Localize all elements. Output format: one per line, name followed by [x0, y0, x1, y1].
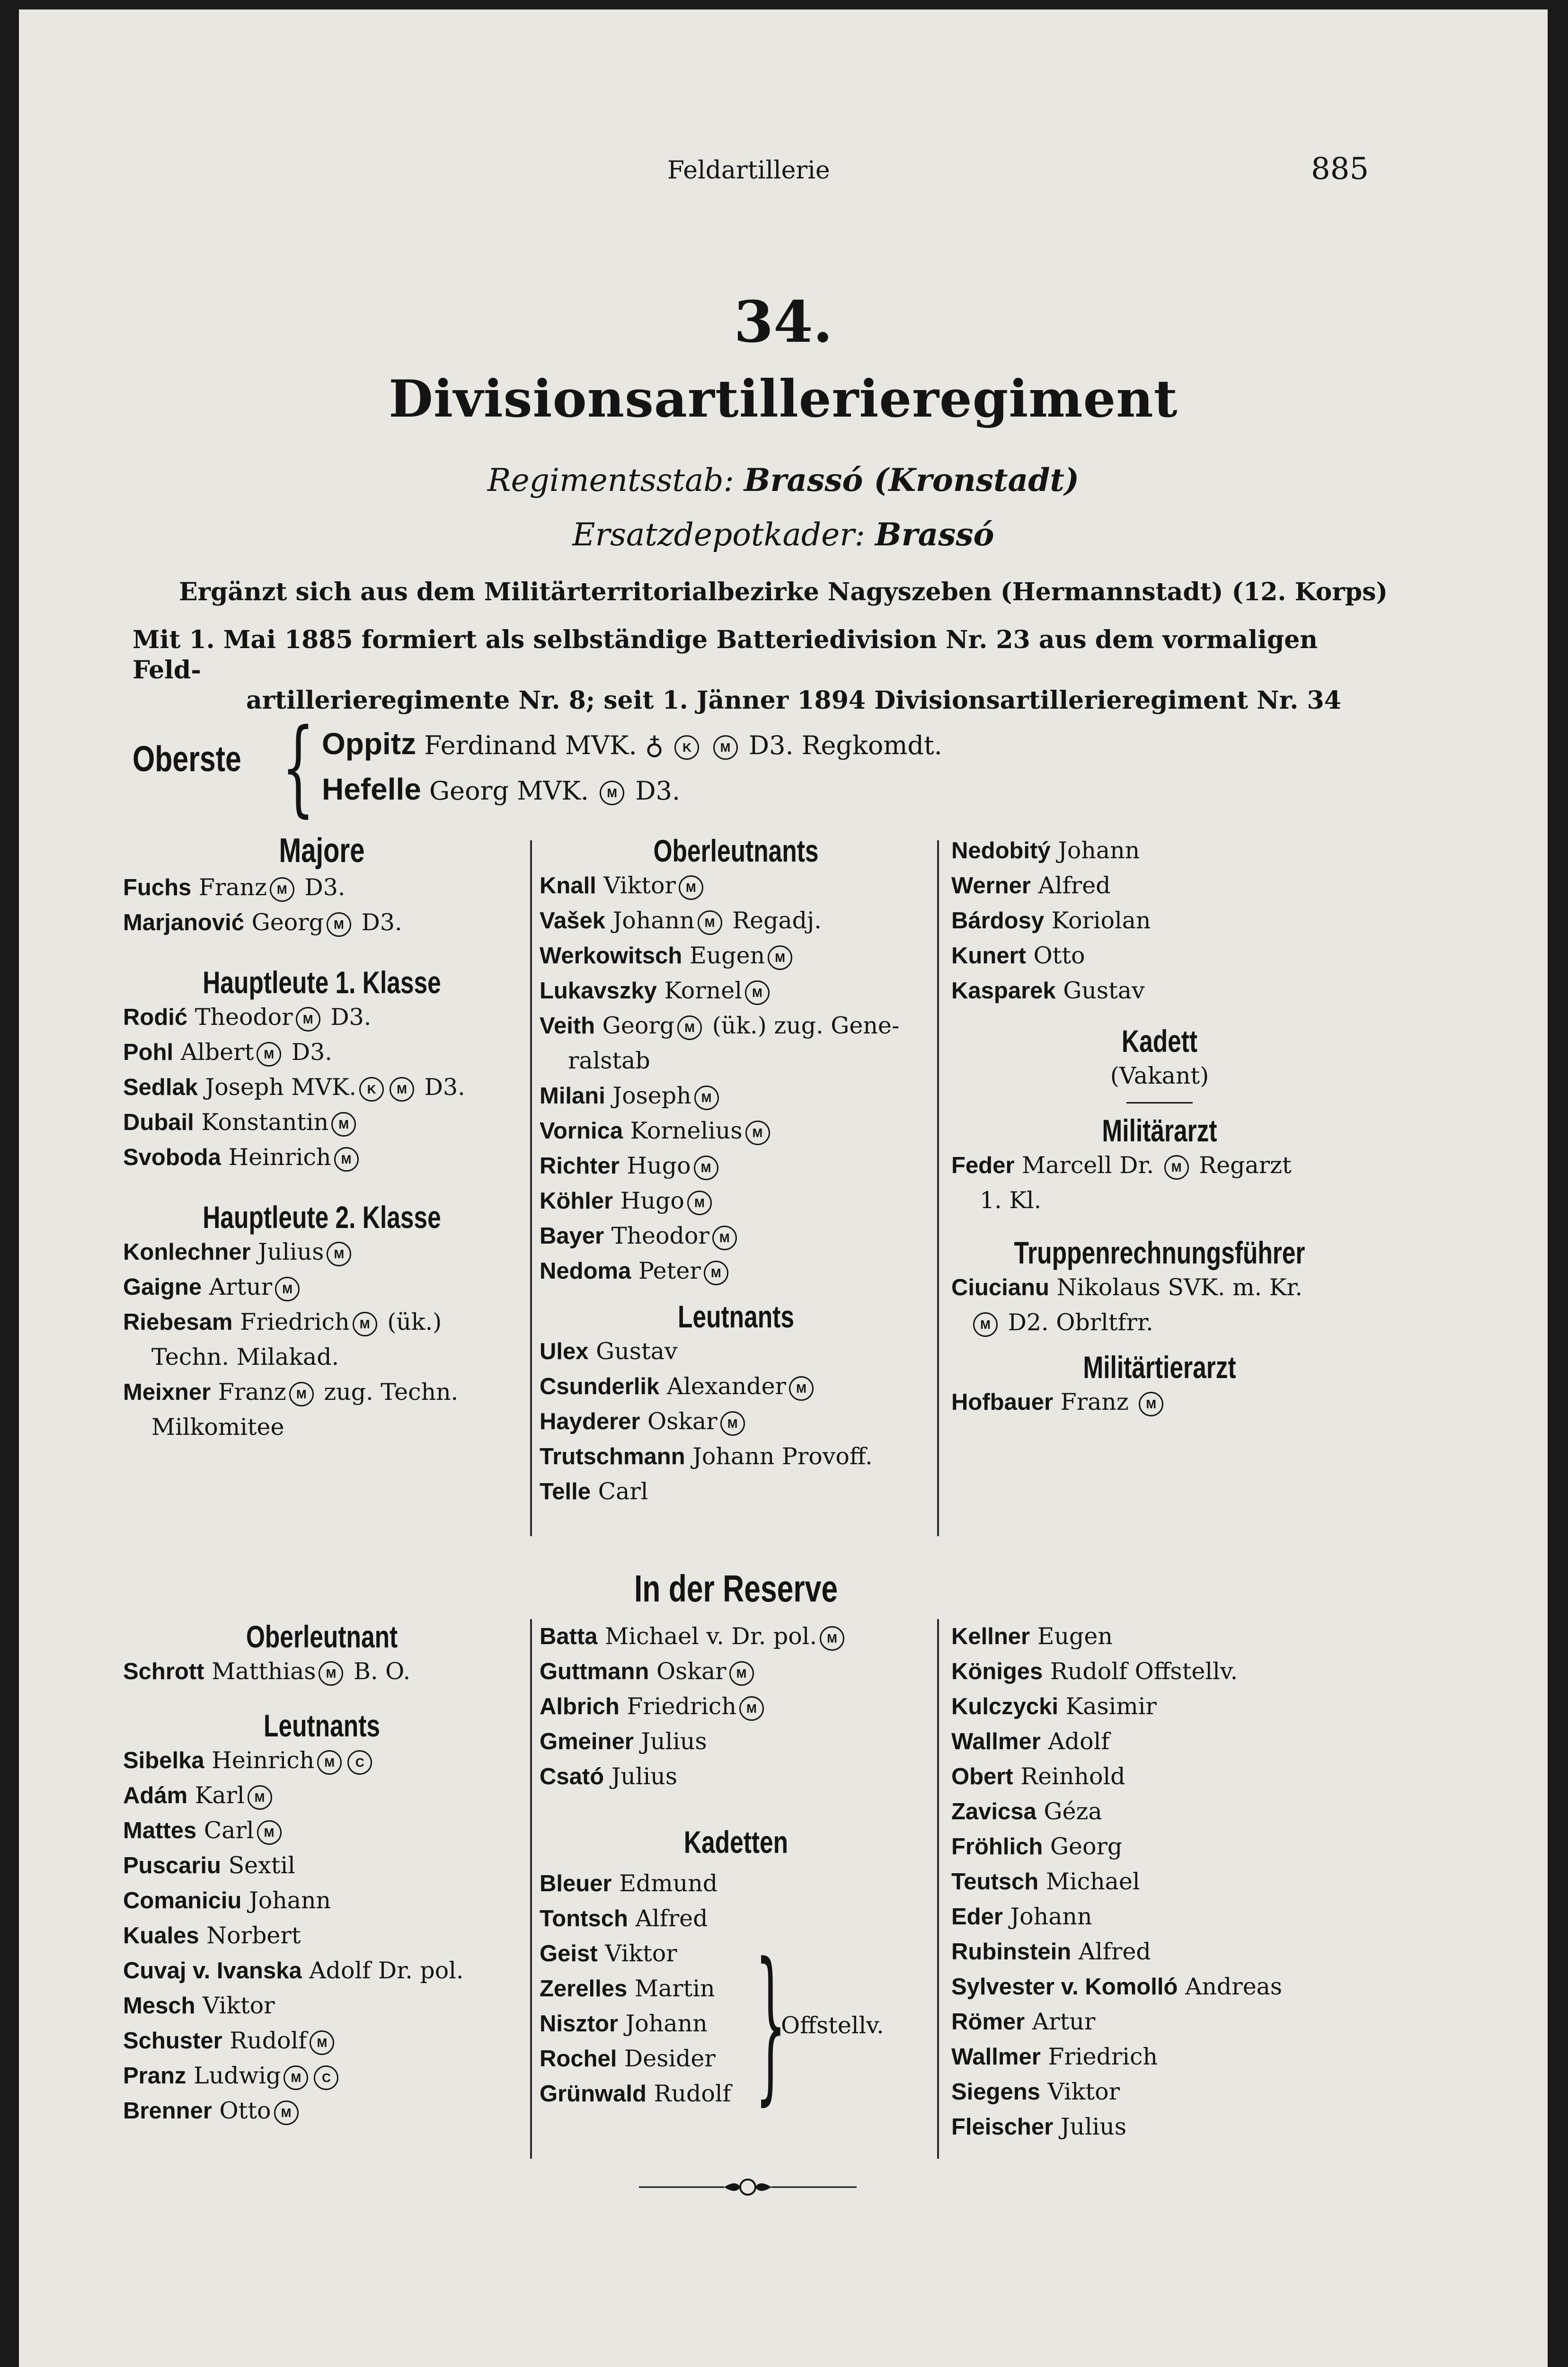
list-item: Kellner Eugen — [951, 1623, 1113, 1650]
list-item: Rubinstein Alfred — [951, 1938, 1151, 1965]
list-item: Sedlak Joseph MVK. K M D3. — [123, 1074, 465, 1101]
truppenrechnungsfuehrer-heading: Truppenrechnungsführer — [1014, 1235, 1305, 1270]
militaerarzt-heading: Militärarzt — [1102, 1113, 1217, 1148]
list-item: Kuales Norbert — [123, 1922, 301, 1949]
history-line-2: artillerieregimente Nr. 8; seit 1. Jänner 1894 Divisionsartillerieregiment Nr. 34 — [246, 686, 1341, 715]
column-3: Nedobitý Johann Werner Alfred Bárdosy Koriolan Kunert Otto Kasparek Gustav Kadett (Vakant) Militärarzt Feder Marcell Dr. M Regarzt 1. Kl. Truppenrechnungsführer Ciucianu Nikolaus SVK. m. Kr. M D2. Obrltfrr. Militärtierarzt Hofbauer Franz M — [951, 833, 1368, 1420]
list-item: Gmeiner Julius — [540, 1728, 707, 1755]
list-item: Csunderlik Alexander M — [540, 1369, 932, 1404]
m-badge-icon: M — [257, 1042, 281, 1067]
c-badge-icon: C — [314, 2065, 338, 2090]
history-line-1: Mit 1. Mai 1885 formiert als selbständige Batteriedivision Nr. 23 aus dem vormaligen Feld- — [133, 625, 1318, 685]
m-badge-icon: M — [274, 2100, 299, 2125]
reserve-heading: In der Reserve — [634, 1567, 838, 1610]
oberleutnants-list — [540, 868, 932, 1289]
leutnants-list — [123, 1743, 521, 2128]
list-item: Werner Alfred — [951, 872, 1111, 899]
m-badge-icon: M — [296, 1007, 320, 1032]
oberleutnant-list — [123, 1654, 521, 1689]
list-item: Obert Reinhold — [951, 1763, 1125, 1790]
m-badge-icon: M — [310, 2030, 334, 2055]
page-number: 885 — [1311, 151, 1369, 187]
m-badge-icon: M — [289, 1382, 314, 1406]
list-item: Ulex Gustav — [540, 1338, 678, 1365]
m-badge-icon: M — [270, 877, 294, 902]
list-item: Adám Karl M — [123, 1778, 521, 1813]
list-item: Cuvaj v. Ivanska Adolf Dr. pol. — [123, 1957, 464, 1984]
regiment-number: 34. — [734, 289, 833, 356]
column-1-lower — [123, 1619, 521, 2128]
list-item: Csató Julius — [540, 1763, 677, 1790]
reserve-column-3 — [951, 1619, 1368, 2145]
leutnants-heading: Leutnants — [264, 1708, 380, 1743]
list-item: Lukavszky Kornel M — [540, 973, 932, 1008]
list-item: Telle Carl — [540, 1478, 648, 1505]
m-badge-icon: M — [319, 1661, 343, 1686]
m-badge-icon: M — [768, 945, 792, 970]
m-badge-icon: M — [257, 1820, 282, 1845]
stab-label: Regimentsstab: — [487, 462, 734, 498]
list-item: Nedobitý Johann — [951, 837, 1140, 864]
kadetten-list — [540, 1866, 932, 2120]
list-item: Schuster Rudolf M — [123, 2023, 521, 2058]
m-badge-icon: M — [1164, 1155, 1189, 1180]
list-item: Veith Georg M (ük.) zug. Gene- — [540, 1012, 900, 1039]
list-item: Kulczycki Kasimir — [951, 1693, 1157, 1720]
m-badge-icon: M — [745, 1121, 770, 1145]
majore-heading: Majore — [279, 832, 365, 870]
list-item: Geist Viktor — [540, 1940, 677, 1967]
list-item: Gaigne Artur M — [123, 1270, 521, 1305]
offstellv-brace: } — [755, 1927, 787, 2120]
oberste-label: Oberste — [133, 739, 241, 779]
m-badge-icon: M — [679, 875, 703, 900]
oberste-entry: Hefelle Georg MVK. M D3. — [322, 772, 681, 806]
k-badge-icon: K — [359, 1077, 384, 1102]
list-item: Rodić Theodor M D3. — [123, 1004, 372, 1031]
ornament-divider — [639, 2178, 857, 2197]
list-item: Konlechner Julius M — [123, 1235, 521, 1270]
hauptleute-2-list — [123, 1235, 521, 1445]
m-badge-icon: M — [694, 1156, 718, 1180]
ersatzdepot-line — [19, 516, 1548, 553]
list-item: Fuchs Franz M D3. — [123, 874, 345, 901]
m-badge-icon: M — [248, 1785, 272, 1810]
reserve-list — [540, 1619, 932, 1794]
column-rule — [530, 840, 532, 1536]
list-item: Kunert Otto — [951, 942, 1085, 969]
reserve-list — [951, 1619, 1368, 2145]
oberleutnants-continued-list — [951, 833, 1368, 1008]
list-item: Eder Johann — [951, 1903, 1092, 1930]
column-2 — [540, 833, 932, 1509]
m-badge-icon: M — [973, 1312, 998, 1337]
list-item: Mattes Carl M — [123, 1813, 521, 1848]
oberleutnant-heading: Oberleutnant — [246, 1619, 398, 1654]
list-item: Tontsch Alfred — [540, 1905, 708, 1932]
kadett-heading: Kadett — [1121, 1023, 1198, 1059]
m-badge-icon: M — [353, 1312, 377, 1336]
list-item: Schrott Matthias M B. O. — [123, 1658, 411, 1685]
list-item: Rochel Desider — [540, 2045, 716, 2072]
cross-icon: ♁ — [645, 730, 664, 760]
k-badge-icon: K — [674, 735, 699, 760]
column-rule — [937, 840, 939, 1536]
list-item: Römer Artur — [951, 2008, 1096, 2035]
list-item: Albrich Friedrich M — [540, 1689, 932, 1724]
list-item: Bayer Theodor M — [540, 1219, 932, 1254]
list-item: Teutsch Michael — [951, 1868, 1140, 1895]
list-item: Fleischer Julius — [951, 2113, 1126, 2140]
list-item: Fröhlich Georg — [951, 1833, 1123, 1860]
kadett-value: (Vakant) — [1110, 1062, 1209, 1089]
list-item: Svoboda Heinrich M — [123, 1140, 521, 1175]
list-item: Guttmann Oskar M — [540, 1654, 932, 1689]
list-item: Bárdosy Koriolan — [951, 907, 1151, 934]
list-item: Grünwald Rudolf — [540, 2080, 731, 2107]
militaertierarzt-heading: Militärtierarzt — [1083, 1350, 1236, 1385]
ersatz-value: Brassó — [875, 516, 994, 553]
oberleutnants-heading: Oberleutnants — [653, 833, 819, 868]
m-badge-icon: M — [745, 980, 770, 1005]
list-item: Richter Hugo M — [540, 1148, 932, 1184]
m-badge-icon: M — [1139, 1392, 1163, 1416]
list-item: Sylvester v. Komolló Andreas — [951, 1973, 1283, 2000]
list-item: Köhler Hugo M — [540, 1184, 932, 1219]
m-badge-icon: M — [275, 1277, 300, 1301]
offstellv-label: Offstellv. — [781, 2012, 884, 2039]
list-item: Riebesam Friedrich M (ük.) — [123, 1308, 442, 1335]
oberste-brace: { — [282, 706, 315, 828]
erganzt-line: Ergänzt sich aus dem Militärterritorialbezirke Nagyszeben (Hermannstadt) (12. Korps) — [178, 578, 1388, 606]
m-badge-icon: M — [687, 1191, 712, 1215]
list-item: ralstab — [568, 1047, 650, 1074]
list-item: Comaniciu Johann — [123, 1887, 331, 1914]
list-item: Wallmer Friedrich — [951, 2043, 1158, 2070]
list-item: Puscariu Sextil — [123, 1852, 295, 1879]
hauptleute-1-list — [123, 1000, 521, 1175]
list-item: Wallmer Adolf — [951, 1728, 1110, 1755]
leutnants-heading: Leutnants — [678, 1299, 794, 1334]
column-rule — [530, 1619, 532, 2159]
m-badge-icon: M — [677, 1015, 702, 1040]
list-item: Zerelles Martin — [540, 1975, 715, 2002]
list-item: Techn. Milakad. — [151, 1344, 339, 1370]
oberste-entries — [322, 722, 942, 813]
m-badge-icon: M — [720, 1411, 745, 1436]
list-item: Mesch Viktor — [123, 1992, 275, 2019]
hauptleute-1-heading: Hauptleute 1. Klasse — [203, 965, 441, 1000]
list-item: Nedoma Peter M — [540, 1254, 932, 1289]
list-item: Siegens Viktor — [951, 2078, 1120, 2105]
regimentsstab-line — [19, 462, 1548, 498]
m-badge-icon: M — [327, 1242, 351, 1266]
majore-list — [123, 870, 521, 940]
m-badge-icon: M — [600, 781, 624, 805]
m-badge-icon: M — [704, 1261, 728, 1285]
truppenrechnungsfuehrer-entry: Ciucianu Nikolaus SVK. m. Kr. — [951, 1274, 1302, 1301]
hauptleute-2-heading: Hauptleute 2. Klasse — [203, 1200, 441, 1235]
m-badge-icon: M — [820, 1626, 844, 1651]
m-badge-icon: M — [698, 910, 722, 935]
list-item: Brenner Otto M — [123, 2093, 521, 2128]
m-badge-icon: M — [390, 1077, 414, 1102]
m-badge-icon: M — [789, 1376, 814, 1401]
list-item: Pranz Ludwig M C — [123, 2058, 521, 2093]
list-item: Vašek Johann M Regadj. — [540, 907, 822, 934]
list-item: Milkomitee — [151, 1414, 284, 1441]
m-badge-icon: M — [331, 1112, 356, 1137]
list-item: Dubail Konstantin M — [123, 1105, 521, 1140]
list-item: Hayderer Oskar M — [540, 1404, 932, 1439]
list-item: Bleuer Edmund — [540, 1870, 718, 1897]
m-badge-icon: M — [713, 735, 738, 760]
list-item: Zavicsa Géza — [951, 1798, 1102, 1825]
list-item: Batta Michael v. Dr. pol. M — [540, 1619, 932, 1654]
m-badge-icon: M — [739, 1696, 764, 1721]
oberste-entry: Oppitz Ferdinand MVK. ♁ K M D3. Regkomdt. — [322, 727, 942, 761]
list-item: Werkowitsch Eugen M — [540, 938, 932, 973]
ersatz-label: Ersatzdepotkader: — [572, 516, 865, 553]
list-item: Pohl Albert M D3. — [123, 1039, 332, 1066]
scanned-page — [19, 9, 1548, 2367]
stab-value: Brassó (Kronstadt) — [744, 462, 1080, 498]
list-item: Marjanović Georg M D3. — [123, 909, 402, 936]
regiment-title: Divisionsartillerieregiment — [389, 369, 1178, 429]
history-paragraph — [133, 625, 1373, 716]
column-1 — [123, 833, 521, 1445]
list-item: Trutschmann Johann Provoff. — [540, 1443, 873, 1470]
m-badge-icon: M — [317, 1750, 342, 1775]
list-item: Vornica Kornelius M — [540, 1113, 932, 1148]
militaerarzt-entry: Feder Marcell Dr. M Regarzt — [951, 1152, 1292, 1179]
m-badge-icon: M — [283, 2065, 308, 2090]
list-item: Knall Viktor M — [540, 868, 932, 903]
m-badge-icon: M — [334, 1147, 359, 1172]
list-item: Kasparek Gustav — [951, 977, 1145, 1004]
m-badge-icon: M — [327, 912, 351, 937]
m-badge-icon: M — [712, 1226, 737, 1250]
list-item: Sibelka Heinrich M C — [123, 1743, 521, 1778]
divider — [1126, 1102, 1193, 1103]
m-badge-icon: M — [729, 1661, 754, 1686]
c-badge-icon: C — [347, 1750, 372, 1775]
column-rule — [937, 1619, 939, 2159]
list-item: Nisztor Johann — [540, 2010, 708, 2037]
running-head: Feldartillerie — [667, 156, 830, 185]
militaertierarzt-entry: Hofbauer Franz M — [951, 1385, 1368, 1420]
list-item: Milani Joseph M — [540, 1078, 932, 1113]
leutnants-list — [540, 1334, 932, 1509]
m-badge-icon: M — [694, 1086, 719, 1110]
kadetten-heading: Kadetten — [683, 1824, 788, 1860]
list-item: Meixner Franz M zug. Techn. — [123, 1379, 459, 1406]
list-item: Königes Rudolf Offstellv. — [951, 1658, 1238, 1685]
